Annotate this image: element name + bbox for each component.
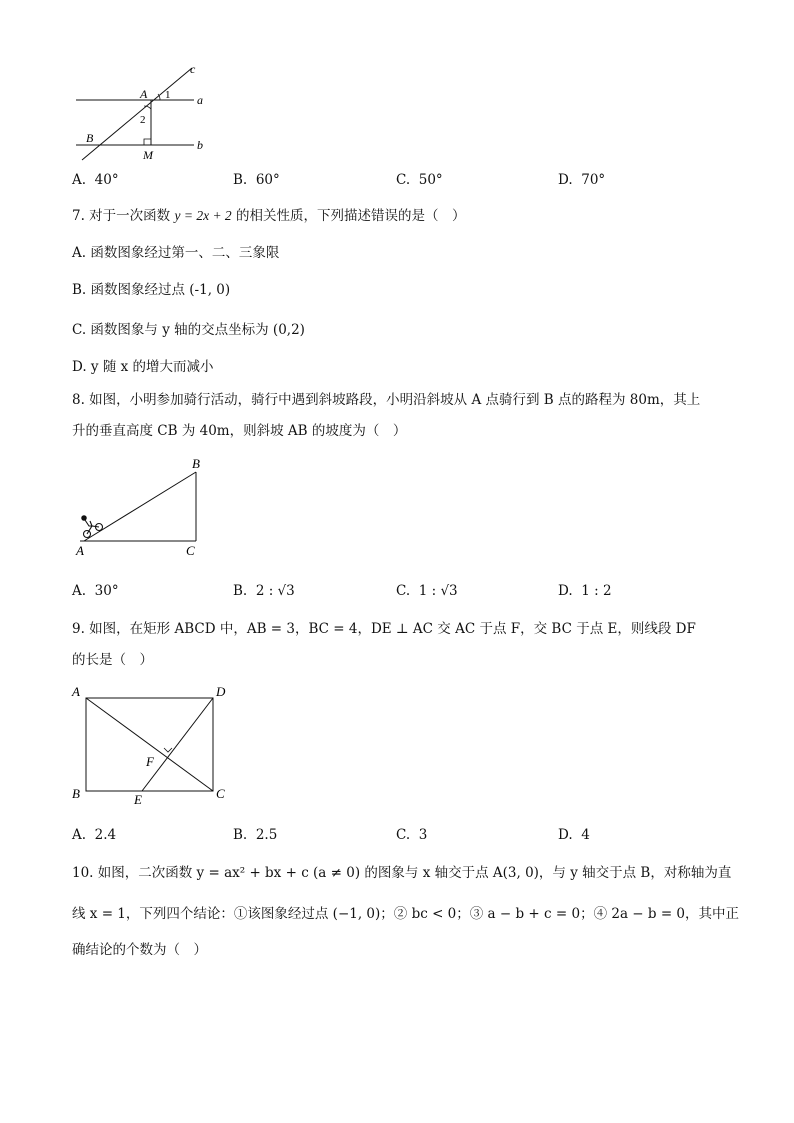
q10-stem-line1: 10. 如图，二次函数 y = ax² + bx + c (a ≠ 0) 的图象与 x 轴交于点 A(3, 0)，与 y 轴交于点 B，对称轴为直 [72,865,732,881]
q7-stem: 7. 对于一次函数 y = 2x + 2 的相关性质，下列描述错误的是（ ） [72,208,466,224]
label-a: a [197,93,203,107]
q6-option-b: B. 60° [233,172,280,188]
q8-stem-line1: 8. 如图，小明参加骑行活动，骑行中遇到斜坡路段，小明沿斜坡从 A 点骑行到 B 点的路程为 80m，其上 [72,392,701,408]
label-B: B [86,131,94,145]
label-D: D [216,684,226,699]
q9-option-c: C. 3 [396,827,428,843]
label-F: F [146,754,154,769]
label-M: M [143,148,153,162]
label-c: c [190,62,196,76]
cyclist-icon [82,516,103,538]
label-B: B [192,456,200,471]
q6-option-a: A. 40° [72,172,119,188]
q8-option-c: C. 1 : √3 [396,583,458,599]
q9-stem-line2: 的长是（ ） [72,652,153,668]
q10-stem-line3: 确结论的个数为（ ） [72,942,207,958]
q9-figure [66,680,241,810]
segment-DE [142,698,213,791]
q8-stem-line2: 升的垂直高度 CB 为 40m，则斜坡 AB 的坡度为（ ） [72,423,407,439]
label-A: A [72,684,80,699]
q10-stem-line2: 线 x = 1，下列四个结论：①该图象经过点 (−1, 0)；② bc < 0；③ a − b + c = 0；④ 2a − b = 0，其中正 [72,906,740,922]
q6-figure [70,60,220,165]
label-angle2: 2 [140,114,146,126]
label-E: E [134,792,142,807]
right-angle-mark [164,748,172,752]
q8-option-b: B. 2 : √3 [233,583,295,599]
q9-option-b: B. 2.5 [233,827,278,843]
label-A: A [140,87,148,101]
slope-AB [84,472,196,541]
q7-option-b: B. 函数图象经过点 (-1, 0) [72,282,231,298]
label-b: b [197,138,203,152]
q7-option-a: A. 函数图象经过第一、二、三象限 [72,245,280,261]
label-B: B [72,786,80,801]
q6-option-d: D. 70° [558,172,606,188]
label-A: A [76,543,84,558]
diagonal-AC [86,698,213,791]
line-c [82,68,192,160]
label-C: C [186,543,195,558]
label-C: C [216,786,225,801]
q9-option-a: A. 2.4 [72,827,117,843]
q6-option-c: C. 50° [396,172,443,188]
right-angle-mark [144,139,151,145]
label-angle1: 1 [165,89,171,101]
q8-option-a: A. 30° [72,583,119,599]
q7-option-d: D. y 随 x 的增大而减小 [72,359,214,375]
q9-option-d: D. 4 [558,827,590,843]
q9-stem-line1: 9. 如图，在矩形 ABCD 中，AB = 3，BC = 4，DE ⊥ AC 交 AC 于点 F，交 BC 于点 E，则线段 DF [72,621,696,637]
q8-option-d: D. 1 : 2 [558,583,612,599]
q7-option-c: C. 函数图象与 y 轴的交点坐标为 (0,2) [72,322,305,338]
q8-figure [70,452,220,562]
